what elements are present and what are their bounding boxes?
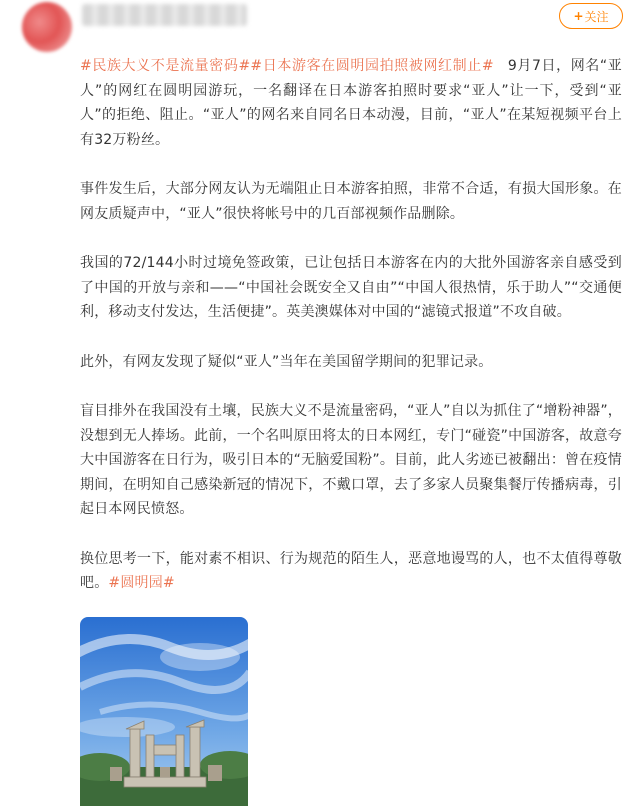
post-paragraph: 事件发生后，大部分网友认为无端阻止日本游客拍照，非常不合适，有损大国形象。在网友质疑声中，“亚人”很快将帐号中的几百部视频作品删除。 (80, 181, 622, 222)
avatar[interactable] (22, 2, 72, 52)
follow-label: 关注 (584, 9, 609, 24)
post-paragraph: 盲目排外在我国没有土壤，民族大义不是流量密码，“亚人”自以为抓住了“增粉神器”，没想到无人捧场。此前，一个名叫原田将太的日本网红，专门“碰瓷”中国游客，故意夸大中国游客在日行为，吸引日本的“无脑爱国粉”。目前，此人劣迹已被翻出：曾在疫情期间，在明知自己感染新冠的情况下，不戴口罩，去了多家人员聚集餐厅传播病毒，引起日本网民愤怒。 (80, 403, 622, 517)
post-paragraph: 此外，有网友发现了疑似“亚人”当年在美国留学期间的犯罪记录。 (80, 353, 493, 370)
hashtag-link[interactable]: #日本游客在圆明园拍照被网红制止# (250, 58, 494, 74)
post-paragraph (80, 547, 622, 596)
post-paragraph: 我国的72/144小时过境免签政策，已让包括日本游客在内的大批外国游客亲自感受到了中国的开放与亲和——“中国社会既安全又自由”“中国人很热情，乐于助人”“交通便利，移动支付发达，生活便捷”。英美澳媒体对中国的“滤镜式报道”不攻自破。 (80, 255, 622, 320)
hashtag-link[interactable]: #民族大义不是流量密码# (80, 58, 251, 74)
paragraph-text: 换位思考一下，能对素不相识、行为规范的陌生人，恶意地谩骂的人，也不太值得尊敬吧。 (80, 550, 622, 591)
hashtag-link[interactable]: #圆明园# (108, 575, 175, 591)
post-header (0, 0, 639, 60)
post-image[interactable] (80, 617, 248, 806)
follow-button[interactable] (559, 3, 623, 29)
plus-icon: + (573, 9, 584, 23)
post-content (80, 54, 622, 621)
username[interactable] (82, 4, 247, 26)
post-paragraph (80, 54, 622, 152)
paragraph-text: 9月7日，网名“亚人”的网红在圆明园游玩，一名翻译在日本游客拍照时要求“亚人”让一下，受到“亚人”的拒绝、阻止。“亚人”的网名来自同名日本动漫，目前，“亚人”在某短视频平台上有32万粉丝。 (80, 58, 622, 148)
ruins-photo (80, 617, 248, 806)
